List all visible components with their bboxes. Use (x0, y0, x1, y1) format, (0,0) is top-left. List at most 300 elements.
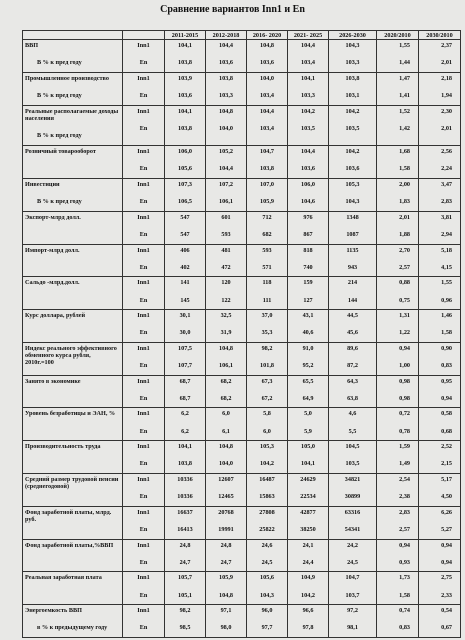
cell-value: 34821 (344, 476, 361, 484)
page-title: Сравнение вариантов Inn1 и En (160, 4, 305, 15)
value-cell (165, 539, 206, 572)
cell-value: 740 (303, 263, 313, 271)
cell-value: 0,78 (399, 427, 410, 435)
cell-value: 2,01 (441, 124, 452, 132)
scenario-label: Inn1 (137, 344, 150, 352)
value-cell (329, 146, 377, 179)
cell-value: 2,15 (441, 460, 452, 468)
value-cell (329, 605, 377, 638)
scenario-label: En (139, 394, 148, 402)
cell-value: 103,6 (219, 59, 233, 67)
table-row (23, 310, 461, 343)
cell-value: 104,8 (260, 42, 274, 49)
indicator-name (23, 146, 123, 179)
value-cell (419, 310, 461, 343)
cell-value: 104,9 (301, 574, 315, 582)
cell-value: 97,8 (302, 624, 314, 632)
value-cell (419, 474, 461, 507)
cell-value: 104,2 (301, 591, 315, 599)
scenario-label: En (139, 59, 148, 67)
cell-value: 943 (347, 263, 358, 271)
cell-value: 1,46 (441, 312, 452, 320)
value-cell (329, 572, 377, 605)
value-cell (165, 72, 206, 105)
indicator-name (23, 408, 123, 441)
indicator-name (23, 342, 123, 375)
value-cell (206, 539, 247, 572)
scenario-cell (123, 105, 165, 146)
cell-value: 0,94 (441, 394, 452, 402)
cell-value: 1,00 (399, 362, 410, 370)
value-cell (206, 211, 247, 244)
table-row (23, 40, 461, 73)
cell-value: 2,57 (399, 526, 410, 534)
cell-value: 5,27 (441, 526, 452, 534)
cell-value: 42877 (300, 508, 316, 516)
indicator-label: Фонд заработной платы,%ВВП (25, 541, 114, 549)
cell-value: 106,1 (219, 362, 233, 370)
value-cell (165, 506, 206, 539)
cell-value: 2,01 (399, 213, 410, 221)
scenario-label: Inn1 (137, 148, 150, 156)
indicator-label: Фонд заработной платы, млрд. руб. (25, 508, 112, 523)
cell-value: 1135 (346, 246, 359, 254)
cell-value: 89,6 (347, 344, 358, 352)
scenario-label: Inn1 (137, 107, 150, 115)
indicator-name (23, 441, 123, 474)
cell-value: 40,6 (302, 329, 314, 337)
value-cell (206, 244, 247, 277)
cell-value: 91,0 (302, 344, 314, 352)
cell-value: 30,1 (179, 312, 191, 320)
table-row (23, 277, 461, 310)
cell-value: 103,5 (301, 124, 315, 132)
cell-value: 97,7 (261, 624, 273, 632)
value-cell (288, 605, 329, 638)
value-cell (288, 474, 329, 507)
value-cell (377, 40, 419, 73)
cell-value: 601 (221, 213, 231, 221)
cell-value: 0,94 (399, 344, 410, 352)
cell-value: 682 (262, 230, 272, 238)
table-row (23, 105, 461, 146)
value-cell (247, 179, 288, 212)
value-cell (329, 211, 377, 244)
indicator-sublabel: в % к предыдущему году (37, 624, 108, 632)
cell-value: 571 (262, 263, 272, 271)
indicator-name (23, 375, 123, 408)
cell-value: 547 (180, 213, 190, 221)
scenario-label: En (139, 124, 148, 132)
cell-value: 159 (303, 279, 313, 287)
table-row (23, 539, 461, 572)
indicator-label: Индекс реального эффективного обменного курса рубля, 2010г.=100 (25, 344, 117, 366)
value-cell (377, 572, 419, 605)
cell-value: 2,01 (441, 59, 452, 67)
value-cell (288, 179, 329, 212)
table-row (23, 605, 461, 638)
header-col: 2026-2030 (329, 31, 377, 40)
cell-value: 22534 (300, 493, 316, 501)
scenario-label: Inn1 (137, 443, 150, 451)
cell-value: 1,55 (399, 42, 410, 49)
value-cell (329, 539, 377, 572)
table-row (23, 441, 461, 474)
cell-value: 106,5 (178, 198, 192, 206)
scenario-cell (123, 474, 165, 507)
cell-value: 1,59 (399, 443, 410, 451)
indicator-label: Инвестиции (25, 181, 60, 188)
value-cell (206, 474, 247, 507)
cell-value: 103,3 (219, 91, 233, 99)
cell-value: 127 (303, 296, 313, 304)
table-row (23, 506, 461, 539)
cell-value: 2,94 (441, 230, 452, 238)
scenario-label: Inn1 (137, 213, 150, 221)
value-cell (247, 211, 288, 244)
cell-value: 3,47 (441, 181, 452, 188)
cell-value: 0,95 (441, 377, 452, 385)
cell-value: 16637 (177, 508, 193, 516)
cell-value: 2,37 (441, 42, 452, 49)
cell-value: 0,83 (441, 362, 452, 370)
cell-value: 1,42 (399, 124, 410, 132)
value-cell (419, 441, 461, 474)
cell-value: 105,6 (178, 165, 192, 173)
value-cell (206, 408, 247, 441)
scenario-cell (123, 539, 165, 572)
cell-value: 104,1 (178, 107, 192, 115)
value-cell (247, 605, 288, 638)
cell-value: 103,4 (260, 124, 274, 132)
value-cell (329, 506, 377, 539)
cell-value: 481 (221, 246, 231, 254)
indicator-name (23, 40, 123, 73)
cell-value: 1,58 (441, 329, 452, 337)
cell-value: 5,8 (263, 410, 271, 418)
cell-value: 1,31 (399, 312, 410, 320)
cell-value: 31,9 (220, 329, 232, 337)
value-cell (419, 244, 461, 277)
value-cell (165, 40, 206, 73)
value-cell (247, 408, 288, 441)
cell-value: 68,2 (220, 394, 232, 402)
scenario-label: En (139, 165, 148, 173)
value-cell (165, 408, 206, 441)
header-indicator (23, 31, 123, 40)
value-cell (288, 342, 329, 375)
value-cell (206, 342, 247, 375)
value-cell (206, 310, 247, 343)
cell-value: 19991 (218, 526, 234, 534)
value-cell (329, 40, 377, 73)
value-cell (288, 146, 329, 179)
value-cell (329, 375, 377, 408)
cell-value: 0,93 (399, 558, 410, 566)
header-col: 2020/2010 (377, 31, 419, 40)
value-cell (329, 179, 377, 212)
cell-value: 12465 (218, 493, 234, 501)
cell-value: 1,47 (399, 74, 410, 82)
cell-value: 104,8 (219, 443, 233, 451)
value-cell (288, 72, 329, 105)
cell-value: 30,0 (179, 329, 191, 337)
cell-value: 104,1 (301, 74, 315, 82)
table-row (23, 244, 461, 277)
cell-value: 105,2 (219, 148, 233, 156)
cell-value: 67,2 (261, 394, 273, 402)
cell-value: 1,44 (399, 59, 410, 67)
scenario-label: Inn1 (137, 476, 150, 484)
cell-value: 54341 (344, 526, 361, 534)
value-cell (419, 72, 461, 105)
scenario-label: En (139, 493, 148, 501)
cell-value: 5,18 (441, 246, 452, 254)
value-cell (377, 539, 419, 572)
scenario-label: En (139, 591, 148, 599)
indicator-label: Реальная заработная плата (25, 574, 102, 582)
indicator-name (23, 211, 123, 244)
cell-value: 547 (180, 230, 190, 238)
value-cell (419, 40, 461, 73)
value-cell (377, 277, 419, 310)
cell-value: 2,00 (399, 181, 410, 188)
scenario-label: En (139, 427, 148, 435)
cell-value: 2,54 (399, 476, 410, 484)
indicator-label: Уровень безработицы и ЭАН, % (25, 410, 116, 418)
cell-value: 111 (262, 296, 272, 304)
value-cell (377, 441, 419, 474)
table-row (23, 572, 461, 605)
cell-value: 1087 (346, 230, 359, 238)
value-cell (329, 244, 377, 277)
cell-value: 24,5 (347, 558, 358, 566)
scenario-cell (123, 506, 165, 539)
cell-value: 67,3 (261, 377, 273, 385)
indicator-label: Промышленное производство (25, 74, 109, 82)
cell-value: 104,3 (345, 198, 360, 206)
cell-value: 5,5 (348, 427, 357, 435)
value-cell (288, 539, 329, 572)
indicator-name (23, 105, 123, 146)
cell-value: 105,9 (260, 198, 274, 206)
cell-value: 97,1 (220, 607, 232, 615)
value-cell (206, 277, 247, 310)
value-cell (377, 408, 419, 441)
cell-value: 24,2 (347, 541, 358, 549)
cell-value: 97,2 (347, 607, 358, 615)
cell-value: 104,4 (301, 42, 315, 49)
value-cell (247, 539, 288, 572)
cell-value: 818 (303, 246, 313, 254)
cell-value: 104,8 (219, 591, 233, 599)
cell-value: 1,22 (399, 329, 410, 337)
indicator-sublabel: В % к пред году (37, 91, 82, 99)
cell-value: 104,0 (260, 74, 274, 82)
cell-value: 104,4 (219, 42, 233, 49)
value-cell (419, 211, 461, 244)
cell-value: 1348 (346, 213, 359, 221)
cell-value: 106,1 (219, 198, 233, 206)
value-cell (206, 105, 247, 146)
value-cell (288, 310, 329, 343)
value-cell (206, 572, 247, 605)
cell-value: 2,75 (441, 574, 452, 582)
scenario-cell (123, 211, 165, 244)
value-cell (288, 277, 329, 310)
cell-value: 1,49 (399, 460, 410, 468)
scenario-label: Inn1 (137, 508, 150, 516)
cell-value: 24,8 (179, 541, 191, 549)
scenario-label: En (139, 362, 148, 370)
value-cell (419, 572, 461, 605)
indicator-label: Энергоемкость ВВП (25, 607, 82, 615)
value-cell (329, 408, 377, 441)
value-cell (288, 572, 329, 605)
value-cell (247, 40, 288, 73)
cell-value: 0,94 (441, 558, 452, 566)
cell-value: 24629 (300, 476, 316, 484)
cell-value: 104,8 (219, 344, 233, 352)
indicator-sublabel: В % к пред году (37, 198, 82, 205)
value-cell (329, 441, 377, 474)
cell-value: 35,3 (261, 329, 273, 337)
value-cell (419, 342, 461, 375)
value-cell (419, 179, 461, 212)
cell-value: 0,94 (399, 541, 410, 549)
cell-value: 24,6 (261, 541, 273, 549)
indicator-label: Розничный товарооборот (25, 148, 96, 156)
value-cell (288, 441, 329, 474)
cell-value: 64,9 (302, 394, 314, 402)
value-cell (247, 146, 288, 179)
cell-value: 104,2 (301, 107, 315, 115)
cell-value: 0,98 (399, 377, 410, 385)
cell-value: 105,7 (178, 574, 192, 582)
header-col: 2021- 2025 (288, 31, 329, 40)
cell-value: 120 (221, 279, 231, 287)
cell-value: 98,0 (220, 624, 232, 632)
cell-value: 104,3 (345, 42, 360, 49)
value-cell (288, 244, 329, 277)
cell-value: 5,9 (304, 427, 312, 435)
value-cell (206, 605, 247, 638)
value-cell (288, 408, 329, 441)
scenario-label: Inn1 (137, 607, 150, 615)
value-cell (206, 72, 247, 105)
cell-value: 16413 (177, 526, 193, 534)
table-row (23, 408, 461, 441)
cell-value: 2,70 (399, 246, 410, 254)
table-row (23, 375, 461, 408)
cell-value: 144 (347, 296, 358, 304)
cell-value: 2,18 (441, 74, 452, 82)
scenario-label: Inn1 (137, 42, 150, 49)
value-cell (377, 506, 419, 539)
table-row (23, 179, 461, 212)
scenario-label: En (139, 460, 148, 468)
cell-value: 15863 (259, 493, 275, 501)
cell-value: 20768 (218, 508, 234, 516)
scenario-cell (123, 244, 165, 277)
cell-value: 96,0 (261, 607, 273, 615)
value-cell (419, 408, 461, 441)
header-col: 2016- 2020 (247, 31, 288, 40)
cell-value: 103,8 (178, 124, 192, 132)
scenario-label: Inn1 (137, 541, 150, 549)
cell-value: 104,3 (260, 591, 274, 599)
cell-value: 27808 (259, 508, 275, 516)
value-cell (165, 146, 206, 179)
cell-value: 402 (180, 263, 190, 271)
cell-value: 1,58 (399, 165, 410, 173)
scenario-cell (123, 441, 165, 474)
cell-value: 6,2 (181, 410, 189, 418)
cell-value: 4,15 (441, 263, 452, 271)
cell-value: 103,3 (301, 91, 315, 99)
scenario-label: Inn1 (137, 574, 150, 582)
cell-value: 1,88 (399, 230, 410, 238)
cell-value: 4,6 (348, 410, 357, 418)
value-cell (329, 72, 377, 105)
cell-value: 0,88 (399, 279, 410, 287)
value-cell (419, 277, 461, 310)
cell-value: 0,96 (441, 296, 452, 304)
cell-value: 104,0 (219, 460, 233, 468)
indicator-name (23, 72, 123, 105)
cell-value: 103,8 (219, 74, 233, 82)
value-cell (165, 474, 206, 507)
value-cell (377, 605, 419, 638)
indicator-label: Сальдо -млрд.долл. (25, 279, 80, 287)
indicator-label: Импорт-млрд долл. (25, 246, 80, 254)
header-row (23, 31, 461, 40)
cell-value: 103,8 (178, 460, 192, 468)
value-cell (247, 506, 288, 539)
value-cell (247, 572, 288, 605)
cell-value: 12607 (218, 476, 234, 484)
cell-value: 104,7 (260, 148, 274, 156)
cell-value: 45,6 (347, 329, 358, 337)
scenario-label: En (139, 296, 148, 304)
cell-value: 406 (180, 246, 190, 254)
cell-value: 10336 (177, 476, 193, 484)
cell-value: 0,90 (441, 344, 452, 352)
value-cell (247, 244, 288, 277)
scenario-label: En (139, 263, 148, 271)
value-cell (288, 211, 329, 244)
indicator-sublabel: В % к пред году (37, 131, 82, 139)
cell-value: 107,2 (219, 181, 233, 188)
table-row (23, 342, 461, 375)
cell-value: 104,5 (345, 443, 360, 451)
indicator-name (23, 605, 123, 638)
cell-value: 1,55 (441, 279, 452, 287)
cell-value: 2,38 (399, 493, 410, 501)
scenario-label: En (139, 624, 148, 632)
indicator-label: Занято в экономике (25, 377, 81, 385)
cell-value: 0,75 (399, 296, 410, 304)
cell-value: 37,0 (261, 312, 273, 320)
cell-value: 107,3 (178, 181, 192, 188)
cell-value: 1,73 (399, 574, 410, 582)
cell-value: 1,68 (399, 148, 410, 156)
value-cell (377, 310, 419, 343)
cell-value: 0,98 (399, 394, 410, 402)
cell-value: 6,0 (222, 410, 230, 418)
cell-value: 5,17 (441, 476, 452, 484)
value-cell (329, 474, 377, 507)
